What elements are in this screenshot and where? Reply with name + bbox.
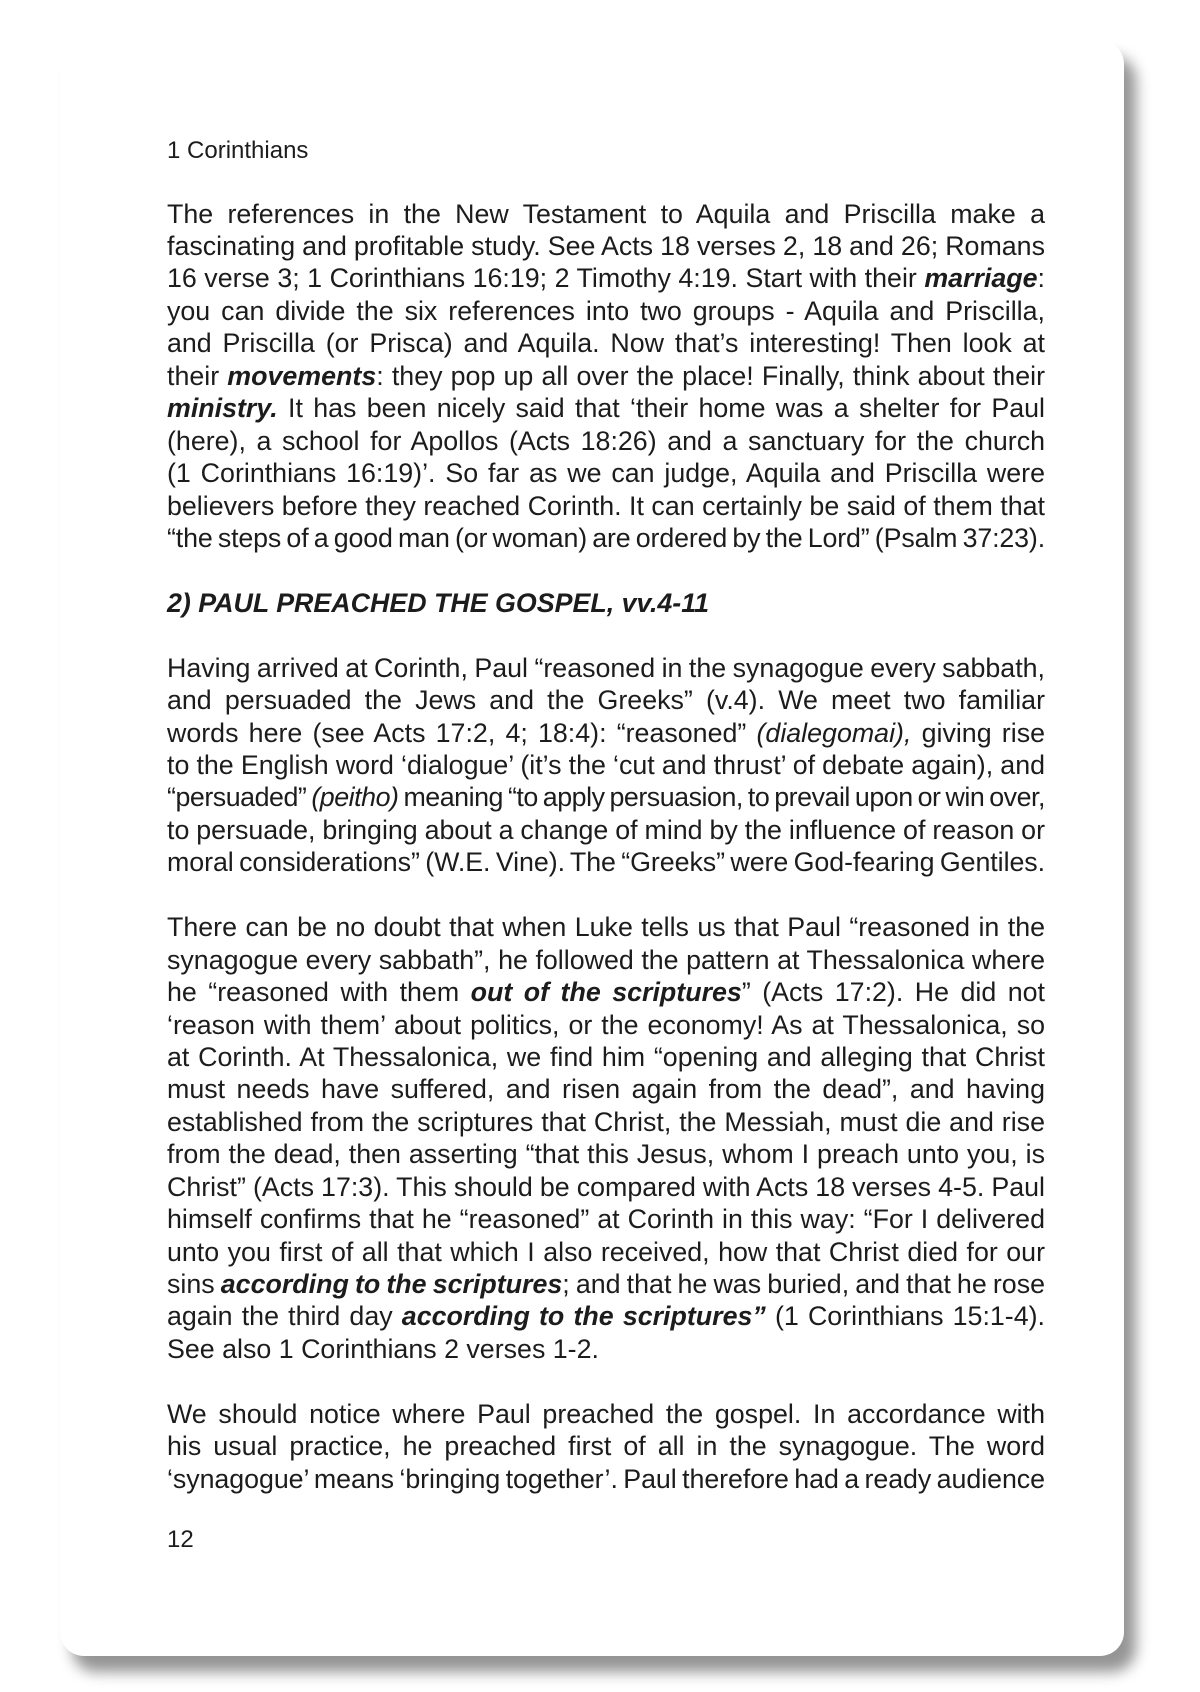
line-text — [167, 1301, 1045, 1331]
text-line — [167, 749, 1045, 781]
text-line — [167, 1398, 1045, 1430]
line-text — [167, 1399, 1045, 1429]
paragraph — [167, 1398, 1045, 1495]
text-run: must needs have suffered, and risen again from the dead”, and having — [167, 1074, 1045, 1105]
text-line — [167, 327, 1045, 359]
text-run: and Priscilla (or Prisca) and Aquila. Now that’s interesting! Then look at — [167, 328, 1045, 359]
line-text — [167, 1204, 1045, 1234]
line-text — [167, 199, 1045, 229]
bold-italic-emphasis: ministry. — [167, 393, 278, 424]
line-text — [167, 1139, 1045, 1169]
paragraph — [167, 198, 1045, 555]
italic-term: (peitho) — [311, 782, 399, 813]
text-run: sins — [167, 1269, 221, 1300]
text-run: ‘synagogue’ means ‘bringing together’. Paul therefore had a ready audience — [167, 1463, 1045, 1494]
text-run: he “reasoned with them — [167, 977, 471, 1008]
text-line — [167, 1106, 1045, 1138]
line-text — [167, 718, 1045, 748]
section-heading: 2) PAUL PREACHED THE GOSPEL, vv.4-11 — [167, 587, 710, 618]
line-text — [167, 231, 1045, 261]
text-run: meaning “to apply persuasion, to prevail upon or win over, — [398, 782, 1045, 813]
text-run: See also 1 Corinthians 2 verses 1-2. — [167, 1333, 599, 1364]
text-run: We should notice where Paul preached the gospel. In accordance with — [167, 1398, 1045, 1429]
text-line — [167, 684, 1045, 716]
line-text — [167, 491, 1045, 521]
text-run: Christ” (Acts 17:3). This should be compared with Acts 18 verses 4-5. Paul — [167, 1171, 1045, 1202]
text-line — [167, 814, 1045, 846]
line-text — [167, 977, 1045, 1007]
text-run: unto you first of all that which I also received, how that Christ died for our — [167, 1236, 1045, 1267]
line-text — [167, 653, 1045, 683]
text-line — [167, 1009, 1045, 1041]
text-line — [167, 490, 1045, 522]
line-text — [167, 1042, 1045, 1072]
line-text — [167, 426, 1045, 456]
text-run: from the dead, then asserting “that this Jesus, whom I preach unto you, is — [167, 1139, 1045, 1170]
text-line — [167, 1430, 1045, 1462]
line-text — [167, 1464, 1045, 1494]
text-run: again the third day — [167, 1301, 402, 1332]
paragraph — [167, 911, 1045, 1365]
line-text — [167, 263, 1045, 293]
line-text — [167, 782, 1045, 812]
text-run: : they pop up all over the place! Finally, think about their — [376, 360, 1045, 391]
running-head: 1 Corinthians — [167, 137, 309, 164]
page-number: 12 — [167, 1526, 194, 1553]
line-text — [167, 361, 1045, 391]
text-line — [167, 1236, 1045, 1268]
line-text — [167, 1010, 1045, 1040]
line-text — [167, 750, 1045, 780]
text-run: ” (Acts 17:2). He did not — [741, 977, 1046, 1008]
line-text — [167, 685, 1045, 715]
text-run: ‘reason with them’ about politics, or the economy! As at Thessalonica, so — [167, 1009, 1045, 1040]
line-text — [167, 1172, 1045, 1202]
text-run: 16 verse 3; 1 Corinthians 16:19; 2 Timothy 4:19. Start with their — [167, 263, 925, 294]
text-line — [167, 1171, 1045, 1203]
text-run: moral considerations” (W.E. Vine). The “Greeks” were God-fearing Gentiles. — [167, 847, 1045, 878]
text-line — [167, 457, 1045, 489]
text-run: his usual practice, he preached first of all in the synagogue. The word — [167, 1431, 1045, 1462]
text-line — [167, 198, 1045, 230]
text-run: Having arrived at Corinth, Paul “reasoned in the synagogue every sabbath, — [167, 652, 1045, 683]
text-line — [167, 262, 1045, 294]
text-run: himself confirms that he “reasoned” at Corinth in this way: “For I delivered — [167, 1204, 1045, 1235]
text-line — [167, 781, 1045, 813]
bold-italic-emphasis: marriage — [924, 263, 1038, 294]
text-line — [167, 360, 1045, 392]
line-text — [167, 328, 1045, 358]
line-text — [167, 815, 1045, 845]
text-run: giving rise — [911, 717, 1045, 748]
line-text — [167, 296, 1045, 326]
text-run: and persuaded the Jews and the Greeks” (v.4). We meet two familiar — [167, 685, 1045, 716]
text-line — [167, 392, 1045, 424]
text-run: “the steps of a good man (or woman) are ordered by the Lord” (Psalm 37:23). — [167, 522, 1045, 553]
line-text — [167, 1107, 1045, 1137]
text-line — [167, 1138, 1045, 1170]
bold-italic-emphasis: movements — [227, 360, 377, 391]
text-line — [167, 1203, 1045, 1235]
text-run: fascinating and profitable study. See Acts 18 verses 2, 18 and 26; Romans — [167, 231, 1045, 262]
text-line — [167, 1268, 1045, 1300]
line-text — [167, 458, 1045, 488]
bold-italic-emphasis: according to the scriptures” — [401, 1301, 766, 1332]
text-line — [167, 522, 1045, 554]
text-line — [167, 230, 1045, 262]
line-text — [167, 1237, 1045, 1267]
text-run: It has been nicely said that ‘their home was a shelter for Paul — [277, 393, 1045, 424]
line-text — [167, 1431, 1045, 1461]
text-run: There can be no doubt that when Luke tells us that Paul “reasoned in the — [167, 912, 1045, 943]
text-run: synagogue every sabbath”, he followed the pattern at Thessalonica where — [167, 944, 1045, 975]
text-run: to the English word ‘dialogue’ (it’s the ‘cut and thrust’ of debate again), and — [167, 750, 1045, 781]
text-line — [167, 1073, 1045, 1105]
text-run: : — [1037, 263, 1045, 294]
text-run: The references in the New Testament to Aquila and Priscilla make a — [167, 198, 1045, 229]
line-text — [167, 1269, 1045, 1299]
text-line — [167, 1300, 1045, 1332]
bold-italic-emphasis: out of the scriptures — [470, 977, 742, 1008]
line-text — [167, 1334, 599, 1364]
italic-term: (dialegomai), — [756, 717, 912, 748]
text-line — [167, 846, 1045, 878]
text-line — [167, 717, 1045, 749]
text-line — [167, 1041, 1045, 1073]
text-line — [167, 944, 1045, 976]
text-run: to persuade, bringing about a change of mind by the influence of reason or — [167, 814, 1045, 845]
text-run: words here (see Acts 17:2, 4; 18:4): “reasoned” — [167, 717, 757, 748]
page-body — [167, 198, 1045, 1528]
text-line — [167, 425, 1045, 457]
text-run: you can divide the six references into two groups - Aquila and Priscilla, — [167, 295, 1045, 326]
line-text — [167, 393, 1045, 423]
text-line — [167, 976, 1045, 1008]
text-run: (1 Corinthians 16:19)’. So far as we can judge, Aquila and Priscilla were — [167, 458, 1045, 489]
line-text — [167, 1074, 1045, 1104]
text-run: at Corinth. At Thessalonica, we find him “opening and alleging that Christ — [167, 1041, 1045, 1072]
text-run: (1 Corinthians 15:1-4). — [765, 1301, 1045, 1332]
text-run: (here), a school for Apollos (Acts 18:26) and a sanctuary for the church — [167, 425, 1045, 456]
text-run: believers before they reached Corinth. It can certainly be said of them that — [167, 490, 1045, 521]
text-run: established from the scriptures that Christ, the Messiah, must die and rise — [167, 1106, 1045, 1137]
line-text — [167, 912, 1045, 942]
text-line — [167, 1463, 1045, 1495]
text-run: ; and that he was buried, and that he rose — [562, 1269, 1045, 1300]
paragraph — [167, 652, 1045, 879]
text-line — [167, 1333, 1045, 1365]
book-page — [60, 40, 1124, 1656]
text-run: “persuaded” — [167, 782, 312, 813]
text-line — [167, 911, 1045, 943]
text-line — [167, 295, 1045, 327]
text-run: their — [167, 360, 228, 391]
line-text — [167, 847, 1045, 877]
bold-italic-emphasis: according to the scriptures — [220, 1269, 563, 1300]
line-text — [167, 523, 1045, 553]
text-line — [167, 652, 1045, 684]
line-text — [167, 945, 1045, 975]
